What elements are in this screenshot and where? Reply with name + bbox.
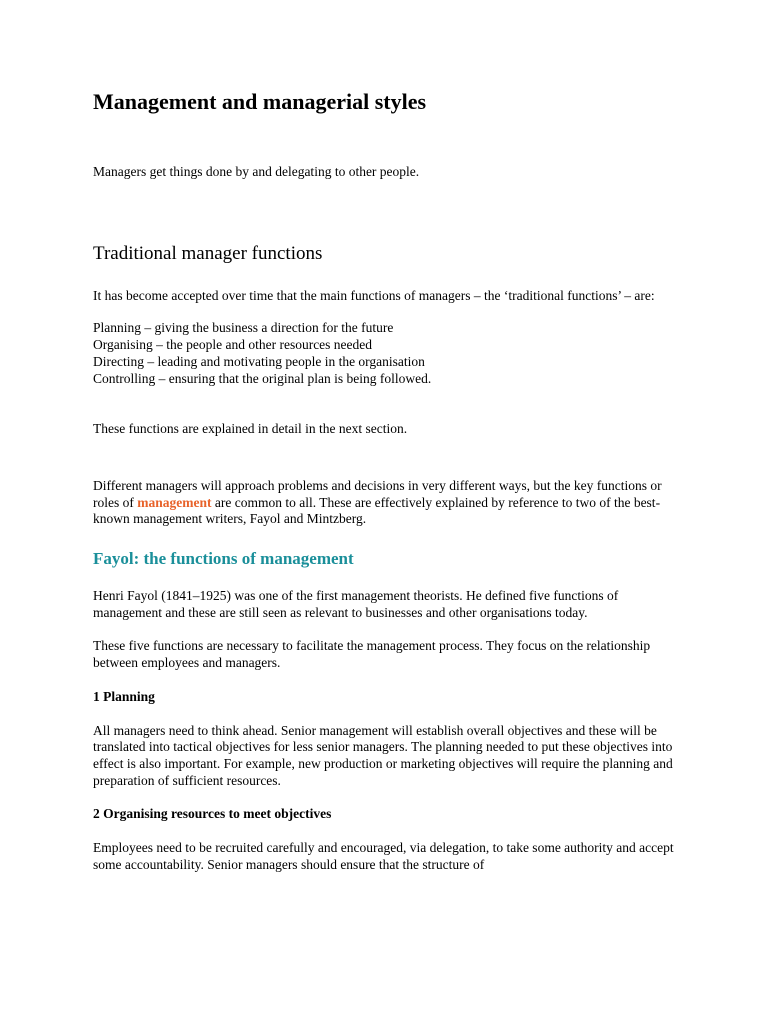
intro-paragraph: Managers get things done by and delegating to other people. (93, 164, 420, 179)
page-title: Management and managerial styles (93, 89, 427, 114)
document-body (93, 88, 678, 873)
section-heading-organising: 2 Organising resources to meet objectives (93, 806, 332, 822)
section-heading-planning: 1 Planning (93, 688, 155, 704)
function-item-planning: Planning – giving the business a direction for the future (93, 320, 394, 336)
function-item-controlling: Controlling – ensuring that the original plan is being followed. (93, 370, 432, 386)
traditional-heading: Traditional manager functions (93, 242, 323, 264)
function-item-directing: Directing – leading and motivating people in the organisation (93, 353, 425, 369)
approach-paragraph (93, 478, 678, 528)
management-link[interactable]: management (137, 494, 212, 510)
traditional-lead: It has become accepted over time that the main functions of managers – the ‘traditional functions’ – are: (93, 287, 655, 303)
next-section-note: These functions are explained in detail in the next section. (93, 421, 408, 437)
function-item-organising: Organising – the people and other resources needed (93, 337, 373, 353)
fayol-purpose: These five functions are necessary to facilitate the management process. They focus on the relationship between employees and managers. (93, 638, 651, 671)
fayol-intro: Henri Fayol (1841–1925) was one of the first management theorists. He defined five functions of management and these are still seen as relevant to businesses and other organisations today. (93, 588, 619, 620)
fayol-heading: Fayol: the functions of management (93, 549, 354, 569)
approach-text-before: Different managers will approach problems and decisions in very different ways, but the key functions or roles of (93, 477, 662, 510)
planning-paragraph: All managers need to think ahead. Senior management will establish overall objectives and these will be translated into tactical objectives for less senior managers. The planning needed to put these objectives into effect is also important. For example, new production or marketing objectives will require the planning and preparation of sufficient resources. (93, 722, 673, 788)
functions-list (93, 320, 678, 387)
organising-paragraph: Employees need to be recruited carefully and encouraged, via delegation, to take some authority and accept some accountability. Senior managers should ensure that the structure of (93, 840, 674, 872)
approach-text-after: are common to all. These are effectively explained by reference to two of the best-known management writers, Fayol and Mintzberg. (93, 494, 661, 527)
